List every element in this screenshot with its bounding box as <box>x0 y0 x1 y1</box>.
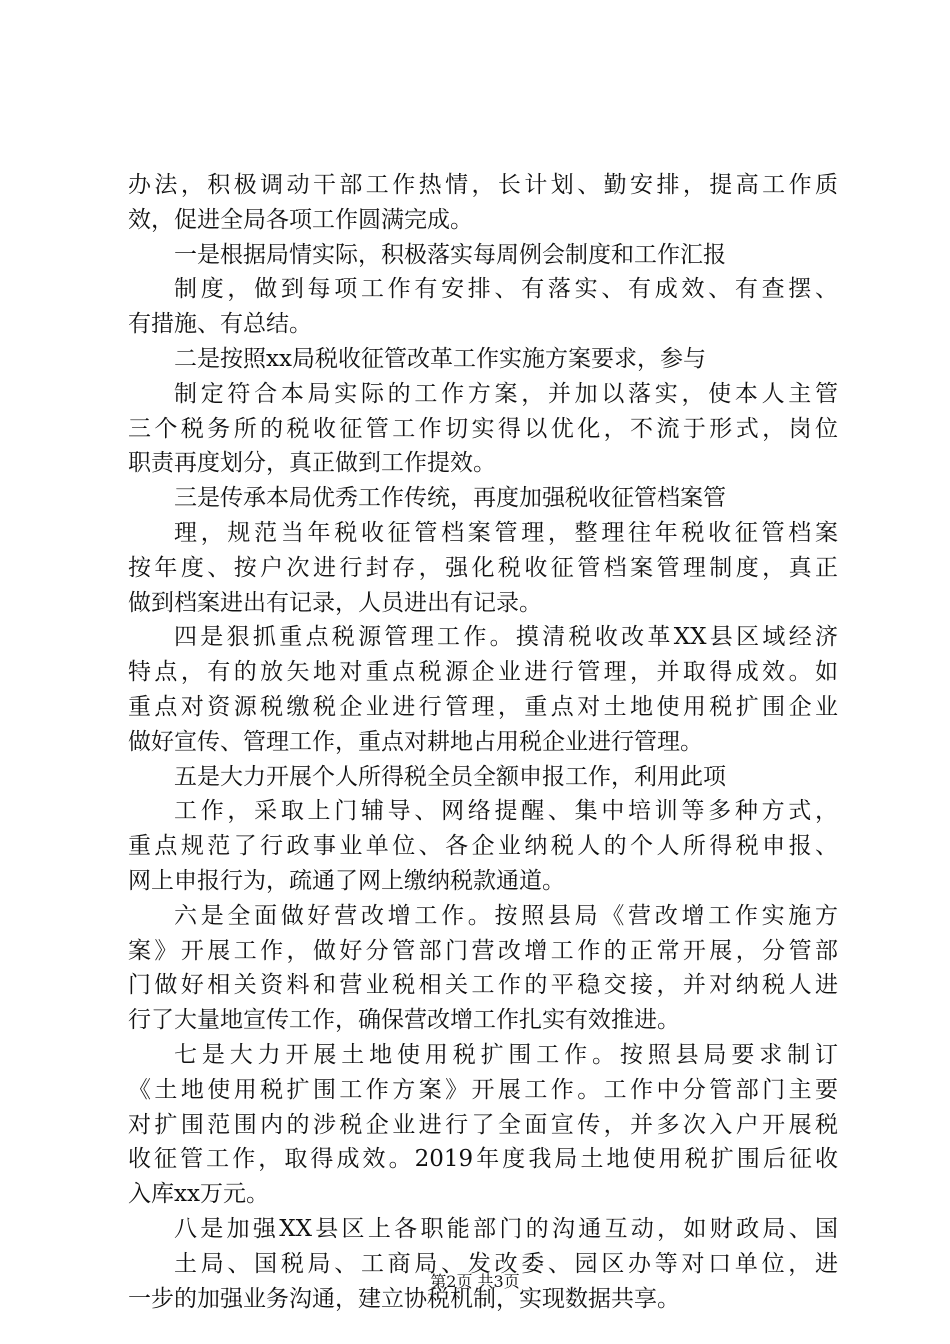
text-line: 重点对资源税缴税企业进行管理，重点对土地使用税扩围企业 <box>128 693 838 720</box>
text-line: 办法，积极调动干部工作热情，长计划、勤安排，提高工作质 <box>128 172 838 198</box>
text-line: 工作，采取上门辅导、网络提醒、集中培训等多种方式， <box>174 798 838 825</box>
text-line: 六是全面做好营改增工作。按照县局《营改增工作实施方 <box>174 902 838 929</box>
text-line: 理，规范当年税收征管档案管理，整理往年税收征管档案 <box>174 519 838 546</box>
text-line: 门做好相关资料和营业税相关工作的平稳交接，并对纳税人进 <box>128 972 838 999</box>
page-number-footer: 第2页 共3页 <box>430 1272 520 1291</box>
text-line: 按年度、按户次进行封存，强化税收征管档案管理制度，真正 <box>128 554 838 581</box>
text-line: 土局、国税局、工商局、发改委、园区办等对口单位，进 <box>174 1250 838 1277</box>
text-line: 《土地使用税扩围工作方案》开展工作。工作中分管部门主要 <box>128 1076 838 1103</box>
text-line: 做到档案进出有记录，人员进出有记录。 <box>128 589 542 616</box>
text-line: 制度，做到每项工作有安排、有落实、有成效、有查摆、 <box>174 276 838 303</box>
text-line: 有措施、有总结。 <box>128 311 312 338</box>
text-line: 八是加强XX县区上各职能部门的沟通互动，如财政局、国 <box>174 1215 838 1242</box>
text-line: 制定符合本局实际的工作方案，并加以落实，使本人主管 <box>174 380 838 407</box>
text-line: 重点规范了行政事业单位、各企业纳税人的个人所得税申报、 <box>128 833 838 860</box>
text-line: 职责再度划分，真正做到工作提效。 <box>128 450 496 477</box>
text-line: 五是大力开展个人所得税全员全额申报工作，利用此项 <box>174 763 726 790</box>
text-line: 网上申报行为，疏通了网上缴纳税款通道。 <box>128 867 565 894</box>
body-text <box>128 168 838 1316</box>
text-line: 入库xx万元。 <box>128 1181 269 1208</box>
text-line: 四是狠抓重点税源管理工作。摸清税收改革XX县区域经济 <box>174 624 838 651</box>
text-line: 二是按照xx局税收征管改革工作实施方案要求，参与 <box>174 345 706 372</box>
text-line: 案》开展工作，做好分管部门营改增工作的正常开展，分管部 <box>128 937 838 964</box>
text-line: 特点，有的放矢地对重点税源企业进行管理，并取得成效。如 <box>128 659 838 686</box>
text-line: 做好宣传、管理工作，重点对耕地占用税企业进行管理。 <box>128 728 703 755</box>
text-line: 效，促进全局各项工作圆满完成。 <box>128 206 473 233</box>
text-line: 收征管工作，取得成效。2019年度我局土地使用税扩围后征收 <box>128 1146 838 1173</box>
text-line: 三是传承本局优秀工作传统，再度加强税收征管档案管 <box>174 485 726 512</box>
text-line: 一是根据局情实际，积极落实每周例会制度和工作汇报 <box>174 241 726 268</box>
text-line: 对扩围范围内的涉税企业进行了全面宣传，并多次入户开展税 <box>128 1111 838 1138</box>
text-line: 一步的加强业务沟通，建立协税机制，实现数据共享。 <box>128 1285 680 1312</box>
text-line: 行了大量地宣传工作，确保营改增工作扎实有效推进。 <box>128 1007 680 1034</box>
text-line: 三个税务所的税收征管工作切实得以优化，不流于形式，岗位 <box>128 415 838 442</box>
text-line: 七是大力开展土地使用税扩围工作。按照县局要求制订 <box>174 1041 838 1068</box>
